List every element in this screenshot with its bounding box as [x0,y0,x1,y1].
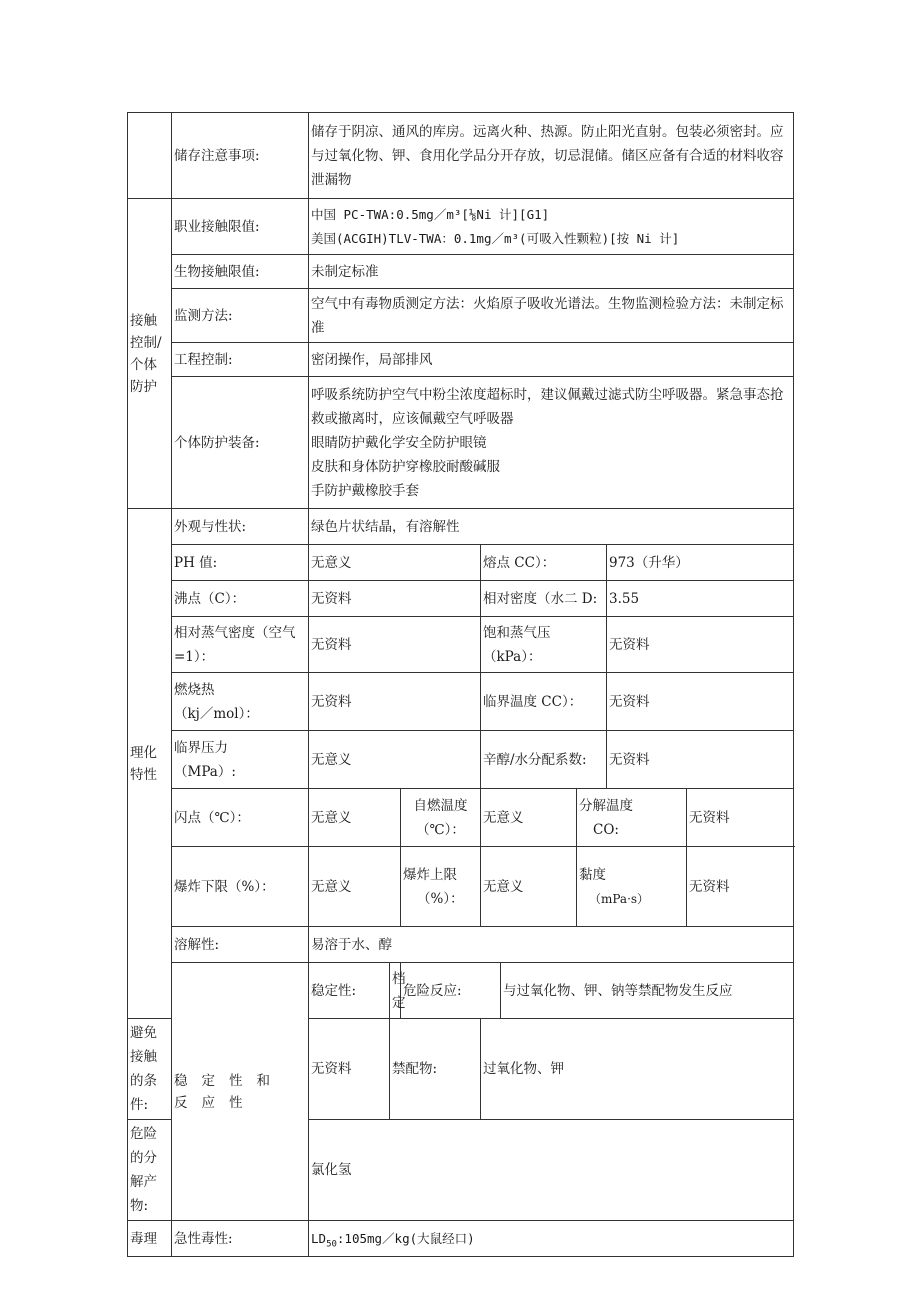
autoignition-value: 无意义 [481,789,577,847]
ppe-line: 皮肤和身体防护穿橡胶耐酸碱服 [311,458,500,475]
physchem-section-label: 理化特性 [128,509,172,1019]
occupational-line-2: 美国(ACGIH)TLV-TWA：0.1mg／m³(可吸入性颗粒)[按 Ni 计] [311,230,680,246]
engineering-value: 密闭操作，局部排风 [309,343,794,377]
uel-label-2: （%）： [417,890,464,907]
appearance-value: 绿色片状结晶，有溶解性 [309,509,794,545]
stability-section-label: 稳定性和反应性 [172,963,309,1221]
decomp-label-2: CO: [593,821,619,838]
table-row [128,1221,794,1257]
table-row [128,847,794,927]
solubility-value: 易溶于水、醇 [309,927,794,963]
boiling-value: 无资料 [309,581,481,617]
table-row [128,199,794,255]
sat-vapor-label: 饱和蒸气压（kPa）： [481,617,607,673]
table-row [128,927,794,963]
table-row [128,377,794,509]
critical-pressure-label [172,731,309,789]
incompatible-value: 过氧化物、钾 [481,1019,794,1120]
bio-limit-label: 生物接触限值: [172,255,309,289]
ppe-label: 个体防护装备: [172,377,309,509]
monitor-label: 监测方法: [172,289,309,343]
occupational-line-1: 中国 PC-TWA:0.5mg／m³[⅛Ni 计][G1] [311,206,550,222]
autoignition-label-2: （℃）： [416,821,465,838]
acute-label: 急性毒性: [172,1221,309,1257]
critical-temp-value: 无资料 [607,673,794,731]
acute-text: :105mg／kg(大鼠经口) [336,1230,475,1246]
decomp-value: 无资料 [687,789,794,847]
exposure-section-label: 接触控制/个体防护 [128,199,172,509]
table-row [128,509,794,545]
avoid-label: 避免接触的条件: [128,1019,172,1120]
table-row [128,581,794,617]
viscosity-value: 无资料 [687,847,794,927]
table-row [128,255,794,289]
lel-label: 爆炸下限（%）： [172,847,309,927]
sat-vapor-value: 无资料 [607,617,794,673]
ppe-line: 手防护戴橡胶手套 [311,482,419,499]
autoignition-label [401,789,481,847]
combustion-label-1: 燃烧热 [174,681,215,698]
occupational-label: 职业接触限值: [172,199,309,255]
acute-sub: 50 [326,1239,337,1249]
combustion-label [172,673,309,731]
table-row [128,731,794,789]
decomposition-value: 氯化氢 [309,1120,794,1221]
storage-label: 储存注意事项: [172,113,309,199]
acute-value [309,1221,794,1257]
sds-table [127,112,794,1257]
vapor-density-value: 无资料 [309,617,481,673]
sds-sheet [127,112,793,1257]
viscosity-label-2: （mPa·s） [589,891,650,906]
appearance-label: 外观与性状: [172,509,309,545]
solubility-label: 溶解性: [172,927,309,963]
critical-pressure-label-2: （MPa）: [174,763,236,780]
critical-temp-label: 临界温度 CC）： [481,673,607,731]
ppe-value [309,377,794,509]
section-cell-empty [128,113,172,199]
hazard-reaction-value: 与过氧化物、钾、钠等禁配物发生反应 [501,963,794,1019]
ph-label: PH 值: [172,545,309,581]
viscosity-label-1: 黏度 [579,866,606,883]
flash-value: 无意义 [309,789,401,847]
toxicology-section-label: 毒理 [128,1221,172,1257]
table-row [128,963,794,1019]
combustion-value: 无资料 [309,673,481,731]
autoignition-label-1: 自燃温度 [413,797,468,814]
uel-value: 无意义 [481,847,577,927]
melting-label: 熔点 CC）： [481,545,607,581]
critical-pressure-value: 无意义 [309,731,481,789]
storage-value: 储存于阴凉、通风的库房。远离火种、热源。防止阳光直射。包装必须密封。应与过氧化物、钾、食用化学品分开存放，切忌混储。储区应备有合适的材料收容泄漏物 [309,113,794,199]
acute-prefix: LD [311,1230,327,1246]
flash-label: 闪点（℃）： [172,789,309,847]
table-row [128,113,794,199]
decomposition-label: 危险的分解产物: [128,1120,172,1221]
viscosity-label [577,847,687,927]
table-row [128,673,794,731]
density-value: 3.55 [607,581,794,617]
ppe-line: 呼吸系统防护空气中粉尘浓度超标时，建议佩戴过滤式防尘呼吸器。紧急事态抢救或撤离时，应该佩戴空气呼吸器 [311,386,784,427]
table-row [128,617,794,673]
decomp-label-1: 分解温度 [579,797,633,814]
table-row [128,789,794,847]
combustion-label-2: （kj／mol）： [174,705,259,722]
table-row [128,343,794,377]
ppe-line: 眼睛防护戴化学安全防护眼镜 [311,434,487,451]
boiling-label: 沸点（C）： [172,581,309,617]
hazard-reaction-label: 危险反应: [401,963,501,1019]
melting-value: 973（升华） [607,545,794,581]
octanol-value: 无资料 [607,731,794,789]
engineering-label: 工程控制: [172,343,309,377]
ph-value: 无意义 [309,545,481,581]
table-row [128,289,794,343]
decomp-label [577,789,687,847]
lel-value: 无意义 [309,847,401,927]
incompatible-label: 禁配物: [390,1019,481,1120]
table-row [128,545,794,581]
stability-label: 稳定性: [309,963,390,1019]
monitor-value: 空气中有毒物质测定方法：火焰原子吸收光谱法。生物监测检验方法：未制定标准 [309,289,794,343]
vapor-density-label: 相对蒸气密度（空气=1）： [172,617,309,673]
critical-pressure-label-1: 临界压力 [174,739,228,756]
octanol-label: 辛醇/水分配系数: [481,731,607,789]
avoid-value: 无资料 [309,1019,390,1120]
occupational-value [309,199,794,255]
uel-label-1: 爆炸上限 [403,866,457,883]
stability-value: 档定 [390,963,401,1019]
uel-label [401,847,481,927]
bio-limit-value: 未制定标准 [309,255,794,289]
density-label: 相对密度（水二 D: [481,581,607,617]
